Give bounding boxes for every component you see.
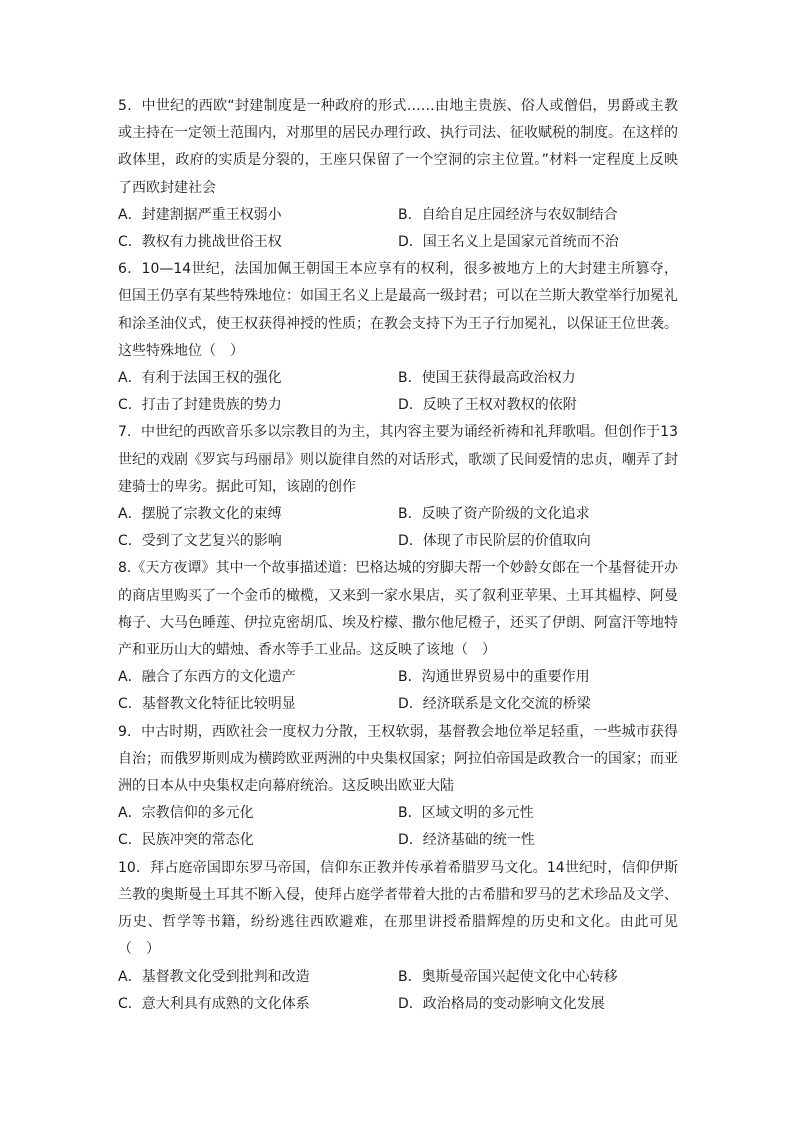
question-9: [118, 719, 678, 855]
option-c: C．打击了封建贵族的势力: [118, 397, 282, 414]
option-grid: [118, 365, 678, 419]
option-a: A．宗教信仰的多元化: [118, 805, 254, 822]
option-d: D．政治格局的变动影响文化发展: [398, 995, 605, 1012]
option-d: D．经济联系是文化交流的桥梁: [398, 696, 591, 713]
option-grid: [118, 501, 678, 555]
option-a: A．摆脱了宗教文化的束缚: [118, 506, 282, 523]
option-d: D．反映了王权对教权的依附: [398, 397, 577, 414]
option-b: B．反映了资产阶级的文化追求: [398, 506, 590, 523]
option-a: A．基督教文化受到批判和改造: [118, 968, 310, 985]
question-stem: 7．中世纪的西欧音乐多以宗教目的为主，其内容主要为诵经祈祷和礼拜歌唱。但创作于13世纪的戏剧《罗宾与玛丽昂》则以旋律自然的对话形式，歌颂了民间爱情的忠贞，嘲弄了封建骑士的卑劣。据此可知，该剧的创作: [118, 424, 678, 495]
option-a: A．融合了东西方的文化遗产: [118, 669, 296, 686]
option-d: D．经济基础的统一性: [398, 832, 535, 849]
question-8: [118, 555, 678, 718]
option-c: C．意大利具有成熟的文化体系: [118, 995, 310, 1012]
question-stem: 9．中古时期，西欧社会一度权力分散，王权软弱，基督教会地位举足轻重，一些城市获得自治；而俄罗斯则成为横跨欧亚两洲的中央集权国家；阿拉伯帝国是政教合一的国家；而亚洲的日本从中央集权走向幕府统治。这反映出欧亚大陆: [118, 723, 678, 795]
option-grid: [118, 800, 678, 854]
option-b: B．自给自足庄园经济与农奴制结合: [398, 206, 618, 223]
exam-page: [118, 93, 678, 1018]
option-b: B．沟通世界贸易中的重要作用: [398, 669, 590, 686]
option-c: C．基督教文化特征比较明显: [118, 696, 296, 713]
question-stem: 10．拜占庭帝国即东罗马帝国，信仰东正教并传承着希腊罗马文化。14世纪时，信仰伊斯兰教的奥斯曼土耳其不断入侵，使拜占庭学者带着大批的古希腊和罗马的艺术珍品及文学、历史、哲学等书籍，纷纷逃往西欧避难，在那里讲授希腊辉煌的历史和文化。由此可见（ ）: [118, 859, 678, 958]
option-b: B．使国王获得最高政治权力: [398, 370, 576, 387]
question-6: [118, 256, 678, 419]
option-a: A．有利于法国王权的强化: [118, 370, 282, 387]
option-d: D．体现了市民阶层的价值取向: [398, 533, 591, 550]
option-d: D．国王名义上是国家元首统而不治: [398, 234, 619, 251]
option-grid: [118, 202, 678, 256]
option-c: C．受到了文艺复兴的影响: [118, 533, 282, 550]
option-c: C．教权有力挑战世俗王权: [118, 234, 282, 251]
option-grid: [118, 664, 678, 718]
option-b: B．奥斯曼帝国兴起使文化中心转移: [398, 968, 618, 985]
question-stem: 8.《天方夜谭》其中一个故事描述道：巴格达城的穷脚夫帮一个妙龄女郎在一个基督徒开办的商店里购买了一个金币的橄榄，又来到一家水果店，买了叙利亚苹果、土耳其榅桲、阿曼梅子、大马色睡莲、伊拉克密胡瓜、埃及柠檬、撒尔他尼橙子，还买了伊朗、阿富汗等地特产和亚历山大的蜡烛、香水等手工业品。这反映了该地（ ）: [118, 560, 678, 659]
option-b: B．区域文明的多元性: [398, 805, 534, 822]
question-7: [118, 419, 678, 555]
question-stem: 6．10—14世纪，法国加佩王朝国王本应享有的权利，很多被地方上的大封建主所篡夺，但国王仍享有某些特殊地位：如国王名义上是最高一级封君；可以在兰斯大教堂举行加冕礼和涂圣油仪式，使王权获得神授的性质；在教会支持下为王子行加冕礼，以保证王位世袭。这些特殊地位（ ）: [118, 261, 678, 359]
question-5: [118, 93, 678, 256]
option-grid: [118, 964, 678, 1018]
option-c: C．民族冲突的常态化: [118, 832, 254, 849]
question-stem: 5．中世纪的西欧“封建制度是一种政府的形式……由地主贵族、俗人或僧侣，男爵或主教或主持在一定领土范围内，对那里的居民办理行政、执行司法、征收赋税的制度。在这样的政体里，政府的实质是分裂的，王座只保留了一个空洞的宗主位置。”材料一定程度上反映了西欧封建社会: [118, 98, 678, 196]
option-a: A．封建割据严重王权弱小: [118, 206, 282, 223]
question-10: [118, 855, 678, 1018]
